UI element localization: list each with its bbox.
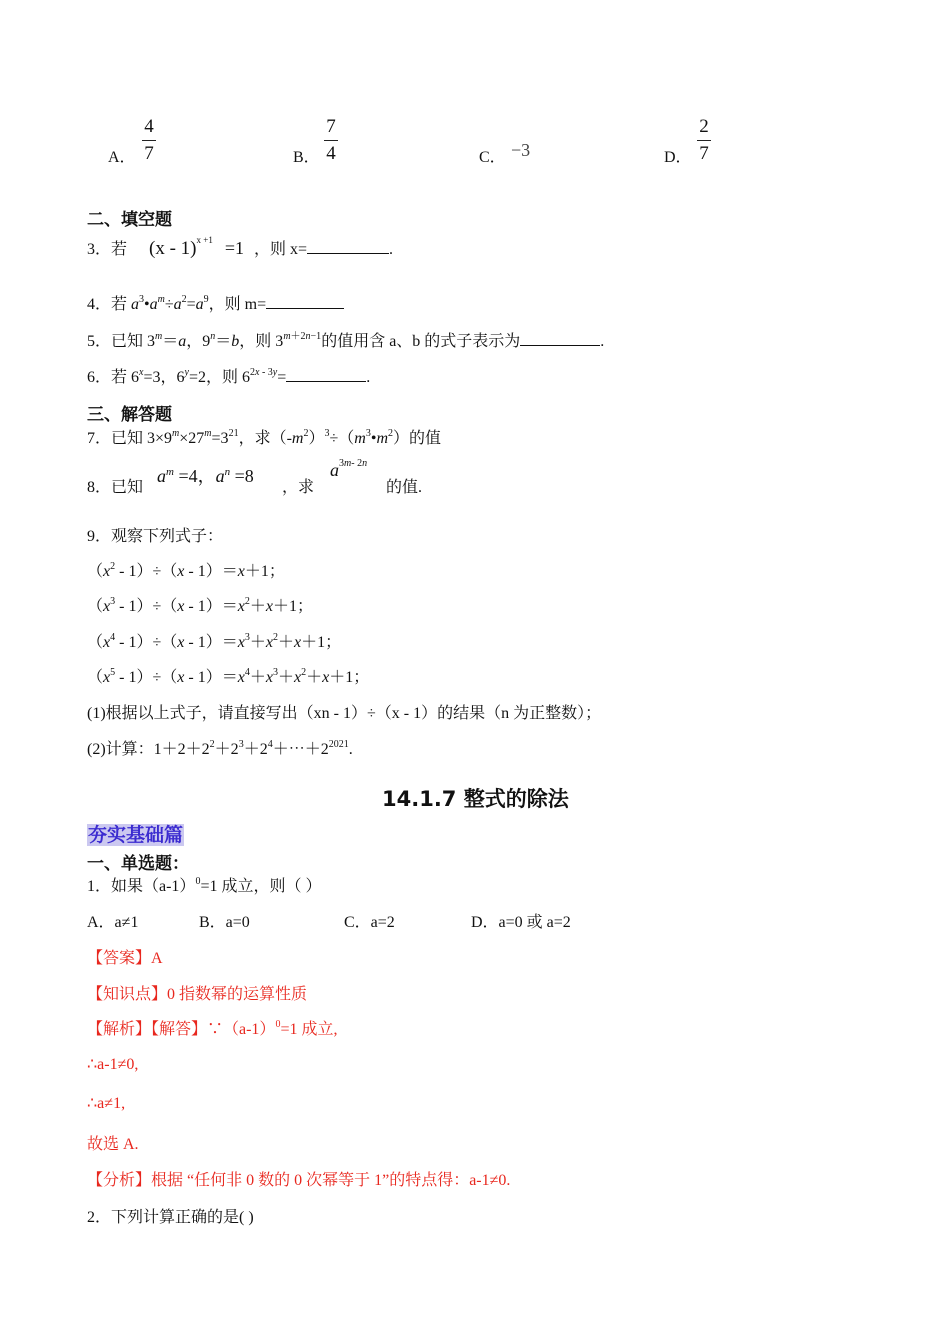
p1-question-post: =1 成立，则（ ） (200, 878, 322, 895)
q3-prefix: 3．若 (87, 241, 128, 258)
p1-analysis-pre: 【解析】【解答】∵（a-1） (87, 1021, 276, 1038)
option-b-fraction (321, 116, 341, 165)
question-8-target: $a^{3m- 2n}$ (330, 458, 368, 480)
p1-question-pre: 1．如果（a-1） (87, 878, 196, 895)
question-6: 6．若 $6^x=3$，$6^y=2$，则 $6^{2x - 3y}=$ . (87, 367, 371, 386)
p1-option-d: D．a=0 或 a=2 (471, 914, 571, 931)
option-d-numerator: 2 (699, 116, 709, 137)
p1-step-2: ∴a≠1, (87, 1095, 126, 1112)
question-7: 7．已知 $3\times 9^m\times 27^m=3^{21}$，求$(-m^2)^3\div(m^3•m^2)$的值 (87, 428, 442, 447)
question-4: 4．若 $a^3•a^m\div a^2=a^9$，则 m= (87, 291, 344, 314)
single-choice-heading: 一、单选题： (87, 854, 189, 874)
q7-prefix: 7．已知 3×9 (87, 430, 173, 447)
option-b-label: B． (293, 149, 320, 166)
q3-post: ，则 x= (253, 241, 308, 258)
q4-tail: ，则 m= (208, 296, 267, 313)
p1-answer: 【答案】A (87, 950, 163, 967)
question-8-given: $a^m =4$，$a^n =8$ (157, 466, 254, 486)
q8-expr1: =4， (178, 466, 216, 486)
q4-prefix: 4．若 (87, 296, 132, 313)
p1-option-c: C．a=2 (344, 914, 395, 931)
p1-option-a: A．a≠1 (87, 914, 139, 931)
option-a-fraction (139, 116, 159, 165)
q9-part2-prefix: (2)计算：1＋2＋2 (87, 741, 210, 758)
q3-base: (x - 1) (149, 238, 197, 259)
q9-line-1: $(x^2 - 1)\div(x - 1)=x+1$； (87, 561, 285, 580)
question-8-mid: ，求 (282, 479, 315, 496)
problem-2-question: 2．下列计算正确的是( ) (87, 1209, 254, 1226)
q9-line-4: $(x^5 - 1)\div(x - 1)=x^4+x^3+x^2+x+1$； (87, 667, 370, 686)
highlight-text: 夯实基础篇 (88, 824, 184, 846)
q6-answer-blank[interactable] (286, 367, 366, 382)
p1-analysis-post: =1 成立, (280, 1021, 338, 1038)
option-c-label: C． (479, 149, 506, 166)
option-a-denominator: 7 (144, 143, 154, 164)
q3-equals: =1 (224, 238, 244, 258)
p1-knowledge: 【知识点】0 指数幂的运算性质 (87, 986, 308, 1003)
q8-expr2: =8 (234, 466, 254, 486)
q5-end: . (600, 333, 605, 350)
q3-exponent: x +1 (196, 235, 213, 245)
option-d-label: D． (664, 149, 692, 166)
option-d-denominator: 7 (699, 143, 709, 164)
section-title: 14.1.7 整式的除法 (382, 787, 569, 811)
q3-end: . (389, 241, 394, 258)
p1-fenxi: 【分析】根据 “任何非 0 数的 0 次幂等于 1”的特点得：a-1≠0. (87, 1172, 511, 1189)
p1-analysis: 【解析】【解答】$\because(a-1)^0=1$ 成立, (87, 1019, 338, 1038)
q9-part-2: (2)计算：$1+2+2^2+2^3+2^4+\cdots+2^{2021}$. (87, 739, 353, 758)
p1-option-b: B．a=0 (199, 914, 250, 931)
question-9-intro: 9．观察下列式子： (87, 528, 224, 545)
option-c-value: −3 (511, 140, 531, 160)
q5-answer-blank[interactable] (520, 331, 600, 346)
option-b-numerator: 7 (326, 116, 336, 137)
question-8-prefix: 8．已知 (87, 479, 144, 496)
q5-tail: 的值用含 a、b 的式子表示为 (321, 333, 521, 350)
question-8-tail: 的值. (386, 479, 423, 496)
question-5: 5．已知 $3^m=a$，$9^n=b$，则 $3^{m+2n-1}$的值用含 a、b 的式子表示为 . (87, 331, 605, 350)
q4-answer-blank[interactable] (266, 294, 344, 309)
q9-part-1: (1)根据以上式子，请直接写出（xn - 1）÷（x - 1）的结果（n 为正整数）； (87, 705, 602, 722)
option-d-fraction (694, 116, 714, 165)
q6-end: . (366, 369, 371, 386)
q3-answer-blank[interactable] (307, 239, 389, 254)
question-3 (87, 236, 393, 260)
option-b-denominator: 4 (326, 143, 336, 164)
highlight-label (87, 820, 184, 847)
q9-line-3: $(x^4 - 1)\div(x - 1)=x^3+x^2+x+1$； (87, 632, 342, 651)
option-a-label: A． (108, 149, 136, 166)
q9-part2-end: . (348, 741, 353, 758)
problem-1-question: 1．如果$(a-1)^0=1$ 成立，则（ ） (87, 876, 322, 895)
section-solve-heading: 三、解答题 (87, 405, 172, 425)
p1-step-3: 故选 A. (87, 1136, 139, 1153)
option-a-numerator: 4 (144, 116, 154, 137)
section-fill-blank-heading: 二、填空题 (87, 210, 172, 230)
p1-step-1: ∴a-1≠0, (87, 1056, 139, 1073)
q9-line-2: $(x^3 - 1)\div(x - 1)=x^2+x+1$； (87, 596, 313, 615)
